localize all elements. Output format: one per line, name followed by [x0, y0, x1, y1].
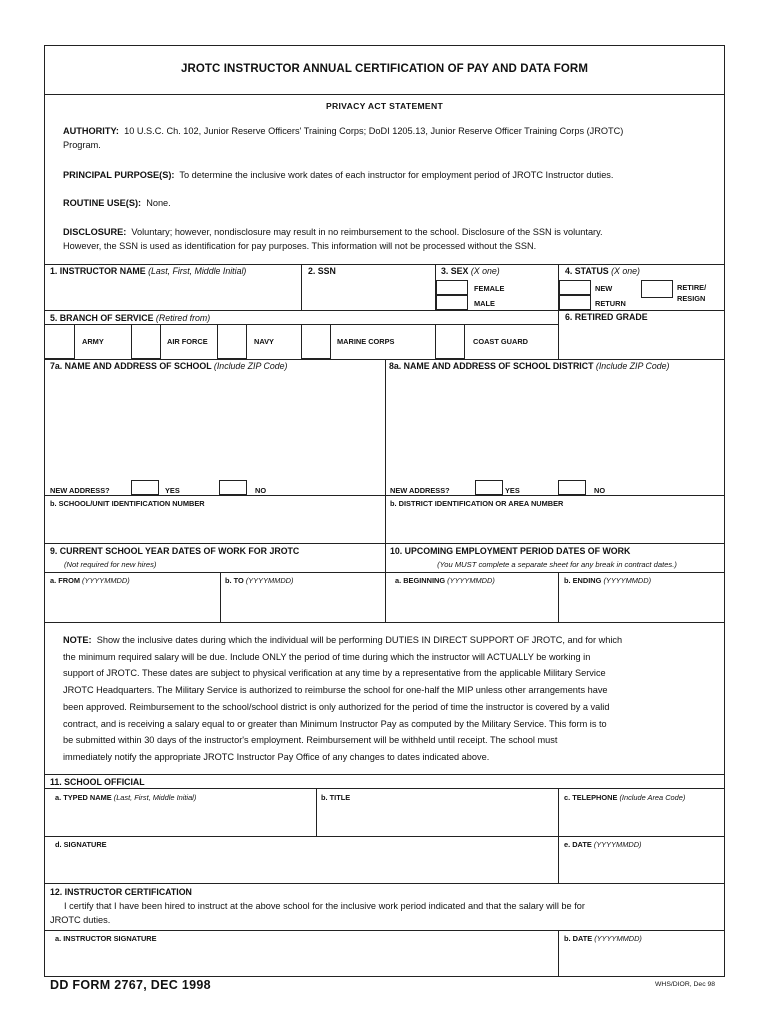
female-label: FEMALE	[474, 284, 505, 293]
routine-text: None.	[146, 198, 171, 208]
disclosure-text-2: However, the SSN is used as identification for pay purposes. This information will not be processed without the SSN.	[63, 241, 537, 251]
ending-label: b. ENDING (YYYYMMDD)	[564, 576, 652, 585]
to-date-input[interactable]	[221, 586, 385, 622]
instructor-name-input[interactable]	[45, 278, 301, 310]
school-new-address-label: NEW ADDRESS?	[50, 486, 110, 495]
note-line-6: contract, and is receiving a salary equal to or greater than Minimum Instructor Pay as computed by the Military Service. This form is to	[63, 718, 607, 729]
authority-text: 10 U.S.C. Ch. 102, Junior Reserve Officers' Training Corps; DoDI 1205.13, Junior Reserve Officer Training Corps (JROTC)	[124, 126, 624, 136]
marine-corps-label: MARINE CORPS	[337, 337, 395, 346]
beginning-label: a. BEGINNING (YYYYMMDD)	[395, 576, 495, 585]
routine-section	[63, 196, 718, 210]
district-yes-label: YES	[505, 486, 520, 495]
note-line-5: been approved. Reimbursement to the school/school district is only authorized for the period of time the instructor is covered by a valid	[63, 701, 610, 712]
male-checkbox[interactable]	[436, 295, 468, 310]
note-line-3: support of JROTC. These dates are subject to physical verification at any time by a representative from the applicable Military Service	[63, 668, 606, 679]
return-label: RETURN	[595, 299, 626, 308]
title-label: b. TITLE	[321, 793, 351, 802]
telephone-input[interactable]	[559, 803, 724, 836]
official-name-input[interactable]	[45, 803, 316, 836]
note-line-4: JROTC Headquarters. The Military Service is authorized to reimburse the school for one-half the MIP unless other arrangements have	[63, 685, 608, 696]
school-new-address-yes-checkbox[interactable]	[131, 480, 159, 495]
instructor-date-label: b. DATE (YYYYMMDD)	[564, 934, 642, 943]
school-official-heading: 11. SCHOOL OFFICIAL	[50, 777, 145, 787]
school-yes-label: YES	[165, 486, 180, 495]
retire-label: RETIRE/ RESIGN	[677, 283, 707, 303]
official-title-input[interactable]	[317, 803, 558, 836]
coast-guard-label: COAST GUARD	[473, 337, 529, 346]
district-new-address-no-checkbox[interactable]	[558, 480, 586, 495]
jrotc-pay-form	[44, 45, 725, 977]
new-checkbox[interactable]	[559, 280, 591, 295]
ssn-label: 2. SSN	[308, 266, 336, 276]
instructor-signature-field[interactable]	[45, 944, 558, 976]
disclosure-label: DISCLOSURE:	[63, 227, 127, 237]
privacy-heading: PRIVACY ACT STATEMENT	[325, 101, 444, 111]
note-block	[63, 632, 723, 766]
official-date-input[interactable]	[559, 850, 724, 883]
purpose-label: PRINCIPAL PURPOSE(S):	[63, 170, 175, 180]
army-checkbox[interactable]	[45, 324, 75, 359]
current-dates-label: 9. CURRENT SCHOOL YEAR DATES OF WORK FOR JROTC	[50, 546, 300, 556]
official-signature-field[interactable]	[45, 850, 558, 883]
marine-corps-checkbox[interactable]	[301, 324, 331, 359]
male-label: MALE	[474, 299, 495, 308]
school-no-label: NO	[255, 486, 267, 495]
beginning-date-input[interactable]	[386, 586, 558, 622]
from-label: a. FROM (YYYYMMDD)	[50, 576, 130, 585]
retired-grade-label: 6. RETIRED GRADE	[565, 312, 648, 322]
form-title: JROTC INSTRUCTOR ANNUAL CERTIFICATION OF PAY AND DATA FORM	[180, 63, 589, 75]
to-label: b. TO (YYYYMMDD)	[225, 576, 294, 585]
school-address-input[interactable]	[45, 373, 385, 479]
instructor-date-input[interactable]	[559, 944, 724, 976]
district-no-label: NO	[594, 486, 606, 495]
retire-checkbox[interactable]	[641, 280, 673, 298]
upcoming-dates-hint: (You MUST complete a separate sheet for any break in contract dates.)	[437, 560, 677, 569]
authority-text-2: Program.	[63, 140, 101, 150]
form-number: DD FORM 2767, DEC 1998	[50, 978, 211, 992]
district-new-address-yes-checkbox[interactable]	[475, 480, 503, 495]
air-force-checkbox[interactable]	[131, 324, 161, 359]
navy-checkbox[interactable]	[217, 324, 247, 359]
ssn-input[interactable]	[302, 278, 435, 310]
female-checkbox[interactable]	[436, 280, 468, 295]
official-signature-label: d. SIGNATURE	[55, 840, 107, 849]
from-date-input[interactable]	[45, 586, 220, 622]
note-line-1: Show the inclusive dates during which the individual will be performing DUTIES IN DIRECT SUPPORT OF JROTC, and for which	[96, 635, 623, 645]
disclosure-section	[63, 225, 718, 253]
district-new-address-label: NEW ADDRESS?	[390, 486, 450, 495]
note-line-2: the minimum required salary will be due. Include ONLY the period of time during which the instructor will ACTUALLY be working in	[63, 651, 591, 662]
telephone-label: c. TELEPHONE (Include Area Code)	[564, 793, 686, 802]
disclosure-text-1: Voluntary; however, nondisclosure may result in no reimbursement to the school. Disclosure of the SSN is voluntary.	[131, 227, 603, 237]
school-new-address-no-checkbox[interactable]	[219, 480, 247, 495]
certification-heading: 12. INSTRUCTOR CERTIFICATION	[50, 887, 192, 897]
certification-text-1: I certify that I have been hired to instruct at the above school for the inclusive work period indicated and that the salary will be for	[64, 901, 585, 911]
coast-guard-checkbox[interactable]	[435, 324, 465, 359]
retired-grade-input[interactable]	[559, 324, 724, 359]
sex-label: 3. SEX (X one)	[441, 266, 500, 276]
new-label: NEW	[595, 284, 613, 293]
ending-date-input[interactable]	[559, 586, 724, 622]
district-address-label: 8a. NAME AND ADDRESS OF SCHOOL DISTRICT (Include ZIP Code)	[389, 361, 670, 371]
routine-label: ROUTINE USE(S):	[63, 198, 142, 208]
status-label: 4. STATUS (X one)	[565, 266, 640, 276]
current-dates-hint: (Not required for new hires)	[64, 560, 157, 569]
district-id-label: b. DISTRICT IDENTIFICATION OR AREA NUMBER	[390, 499, 564, 508]
authority-section	[63, 124, 718, 152]
instructor-signature-label: a. INSTRUCTOR SIGNATURE	[55, 934, 157, 943]
note-line-8: immediately notify the appropriate JROTC Instructor Pay Office of any changes to dates indicated above.	[63, 751, 490, 762]
certification-text	[50, 899, 720, 927]
district-address-input[interactable]	[386, 373, 724, 479]
return-checkbox[interactable]	[559, 295, 591, 310]
upcoming-dates-label: 10. UPCOMING EMPLOYMENT PERIOD DATES OF WORK	[390, 546, 631, 556]
certification-text-2: JROTC duties.	[50, 915, 111, 925]
authority-label: AUTHORITY:	[63, 126, 119, 136]
edition-note: WHS/DIOR, Dec 98	[655, 981, 716, 988]
navy-label: NAVY	[254, 337, 274, 346]
official-date-label: e. DATE (YYYYMMDD)	[564, 840, 642, 849]
purpose-text: To determine the inclusive work dates of each instructor for employment period of JROTC Instructor duties.	[179, 170, 614, 180]
school-address-label: 7a. NAME AND ADDRESS OF SCHOOL (Include ZIP Code)	[50, 361, 288, 371]
district-id-input[interactable]	[386, 509, 724, 543]
branch-label: 5. BRANCH OF SERVICE (Retired from)	[50, 313, 211, 323]
school-id-input[interactable]	[45, 509, 385, 543]
note-label: NOTE:	[63, 635, 92, 645]
note-line-7: be submitted within 30 days of the instructor's employment. Reimbursement will be withheld until receipt. The school must	[63, 735, 558, 746]
typed-name-label: a. TYPED NAME (Last, First, Middle Initial)	[55, 793, 197, 802]
air-force-label: AIR FORCE	[167, 337, 208, 346]
school-id-label: b. SCHOOL/UNIT IDENTIFICATION NUMBER	[50, 499, 205, 508]
instructor-name-label: 1. INSTRUCTOR NAME (Last, First, Middle Initial)	[50, 266, 247, 276]
purpose-section	[63, 168, 718, 182]
army-label: ARMY	[82, 337, 104, 346]
